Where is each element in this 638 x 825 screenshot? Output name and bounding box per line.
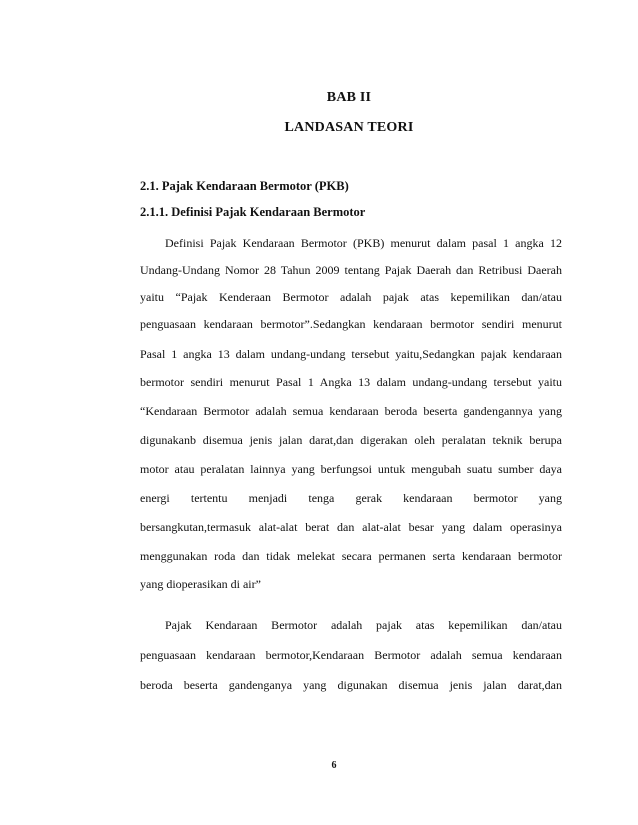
- paragraph-line: Definisi Pajak Kendaraan Bermotor (PKB) menurut dalam pasal 1 angka 12: [165, 236, 562, 250]
- paragraph-line: bersangkutan,termasuk alat-alat berat dan alat-alat besar yang dalam operasinya: [140, 520, 562, 534]
- chapter-number: BAB II: [326, 90, 372, 105]
- paragraph-line: yang dioperasikan di air”: [140, 577, 261, 591]
- paragraph-line: yaitu “Pajak Kenderaan Bermotor adalah pajak atas kepemilikan dan/atau: [140, 290, 562, 304]
- chapter-title: LANDASAN TEORI: [284, 120, 414, 135]
- paragraph-line: energi tertentu menjadi tenga gerak kendaraan bermotor yang: [140, 491, 562, 505]
- paragraph-line: beroda beserta gandenganya yang digunakan disemua jenis jalan darat,dan: [140, 678, 562, 692]
- paragraph-line: motor atau peralatan lainnya yang berfungsoi untuk mengubah suatu sumber daya: [140, 462, 562, 476]
- paragraph-line: bermotor sendiri menurut Pasal 1 Angka 13 dalam undang-undang tersebut yaitu: [140, 375, 562, 389]
- subsection-heading: 2.1.1. Definisi Pajak Kendaraan Bermotor: [140, 205, 366, 219]
- paragraph-line: “Kendaraan Bermotor adalah semua kendaraan beroda beserta gandengannya yang: [140, 404, 562, 418]
- section-heading: 2.1. Pajak Kendaraan Bermotor (PKB): [140, 179, 349, 193]
- page-number: 6: [331, 760, 337, 771]
- paragraph-line: Undang-Undang Nomor 28 Tahun 2009 tentang Pajak Daerah dan Retribusi Daerah: [140, 263, 562, 277]
- paragraph-line: Pajak Kendaraan Bermotor adalah pajak atas kepemilikan dan/atau: [165, 618, 562, 632]
- paragraph-line: Pasal 1 angka 13 dalam undang-undang tersebut yaitu,Sedangkan pajak kendaraan: [140, 347, 562, 361]
- paragraph-line: digunakanb disemua jenis jalan darat,dan digerakan oleh peralatan teknik berupa: [140, 433, 562, 447]
- paragraph-line: penguasaan kendaraan bermotor,Kendaraan Bermotor adalah semua kendaraan: [140, 648, 562, 662]
- paragraph-line: penguasaan kendaraan bermotor”.Sedangkan kendaraan bermotor sendiri menurut: [140, 317, 562, 331]
- paragraph-line: menggunakan roda dan tidak melekat secara permanen serta kendaraan bermotor: [140, 549, 562, 563]
